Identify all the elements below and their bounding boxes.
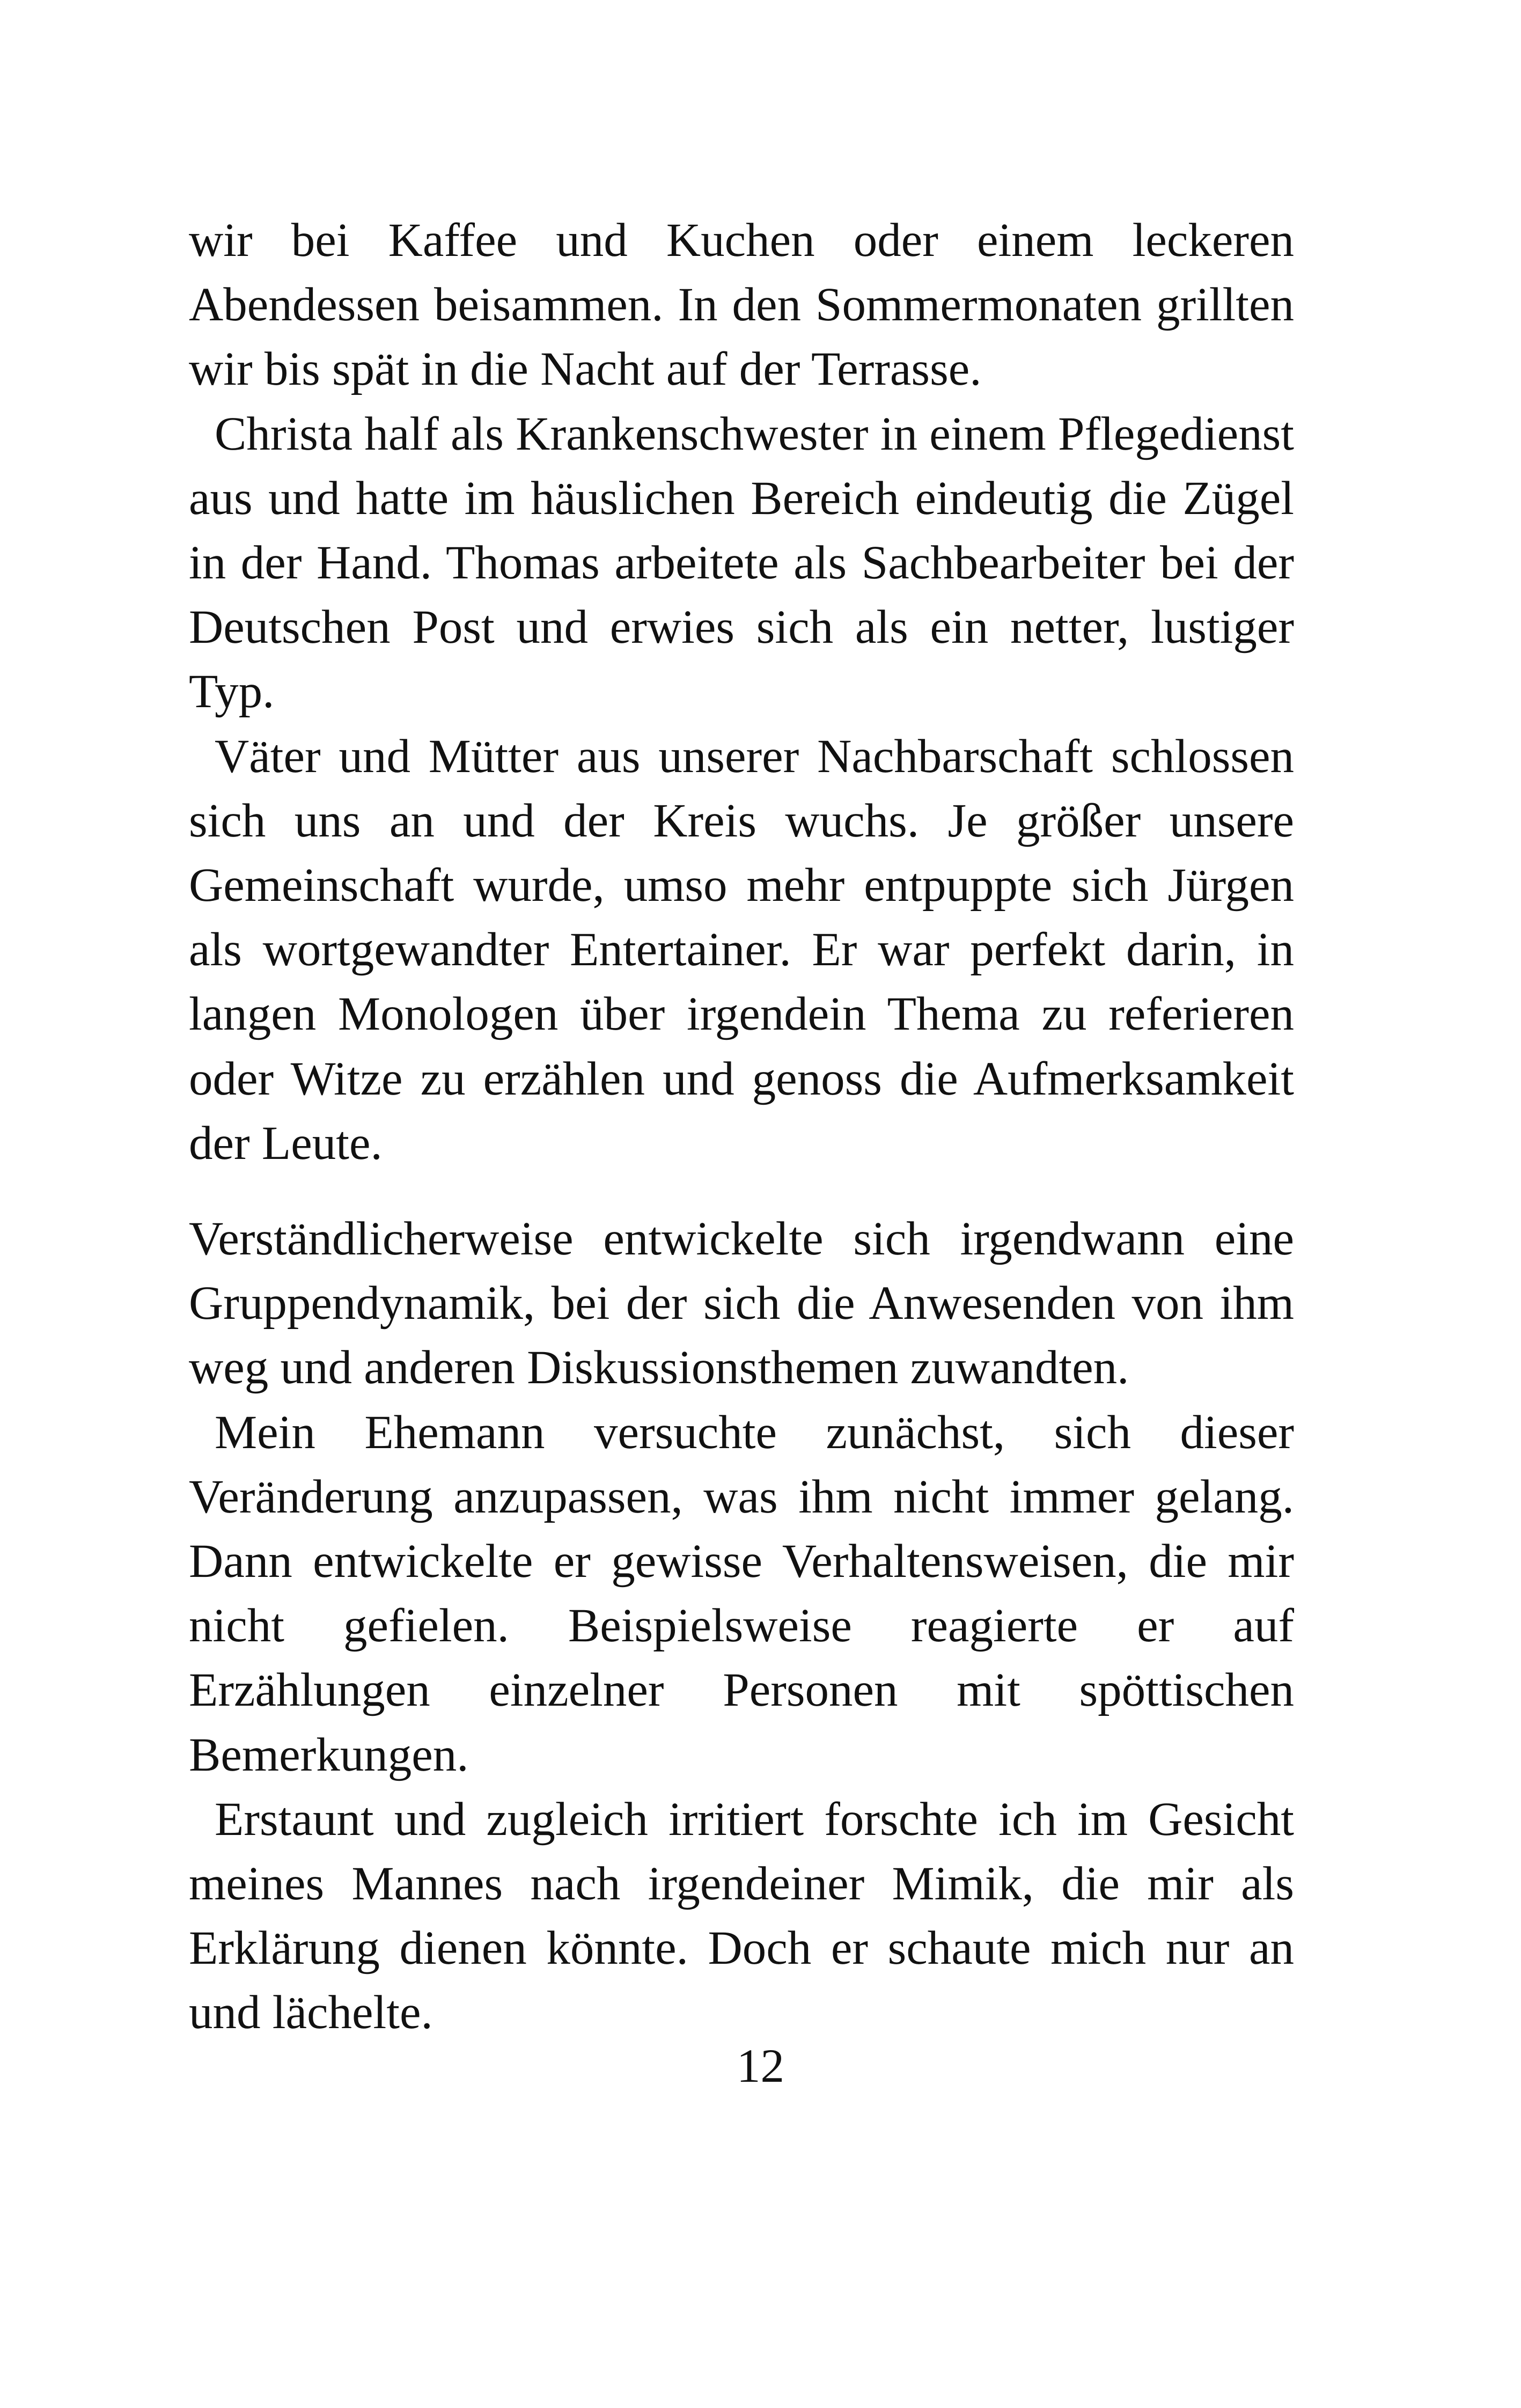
paragraph-6: Erstaunt und zugleich irritiert forschte ich im Gesicht meines Mannes nach irgendeiner Mimik, die mir als Erklärung dienen könnte. Doch er schaute mich nur an und lächelte.	[189, 1793, 1294, 2039]
paragraph-1: wir bei Kaffee und Kuchen oder einem leckeren Abendessen beisammen. In den Sommermonaten grillten wir bis spät in die Nacht auf der Terrasse.	[189, 214, 1294, 396]
body-text	[189, 208, 1294, 2045]
paragraph-5: Mein Ehemann versuchte zunächst, sich dieser Veränderung anzupassen, was ihm nicht immer gelang. Dann entwickelte er gewisse Verhaltensweisen, die mir nicht gefielen. Beispielsweise reagierte er auf Erzählungen einzelner Personen mit spöttischen Bemerkungen.	[189, 1406, 1294, 1781]
paragraph-4: Verständlicherweise entwickelte sich irgendwann eine Gruppendynamik, bei der sich die Anwesenden von ihm weg und anderen Diskussionsthemen zuwandten.	[189, 1213, 1294, 1394]
paragraph-2: Christa half als Krankenschwester in einem Pflegedienst aus und hatte im häuslichen Bereich eindeutig die Zügel in der Hand. Thomas arbeitete als Sachbearbeiter bei der Deutschen Post und erwies sich als ein netter, lustiger Typ.	[189, 407, 1294, 718]
page-number: 12	[737, 2040, 784, 2093]
paragraph-3: Väter und Mütter aus unserer Nachbarschaft schlossen sich uns an und der Kreis wuchs. Je größer unsere Gemeinschaft wurde, umso mehr entpuppte sich Jürgen als wortgewandter Entertainer. Er war perfekt darin, in langen Monologen über irgendein Thema zu referieren oder Witze zu erzählen und genoss die Aufmerksamkeit der Leute.	[189, 730, 1294, 1170]
